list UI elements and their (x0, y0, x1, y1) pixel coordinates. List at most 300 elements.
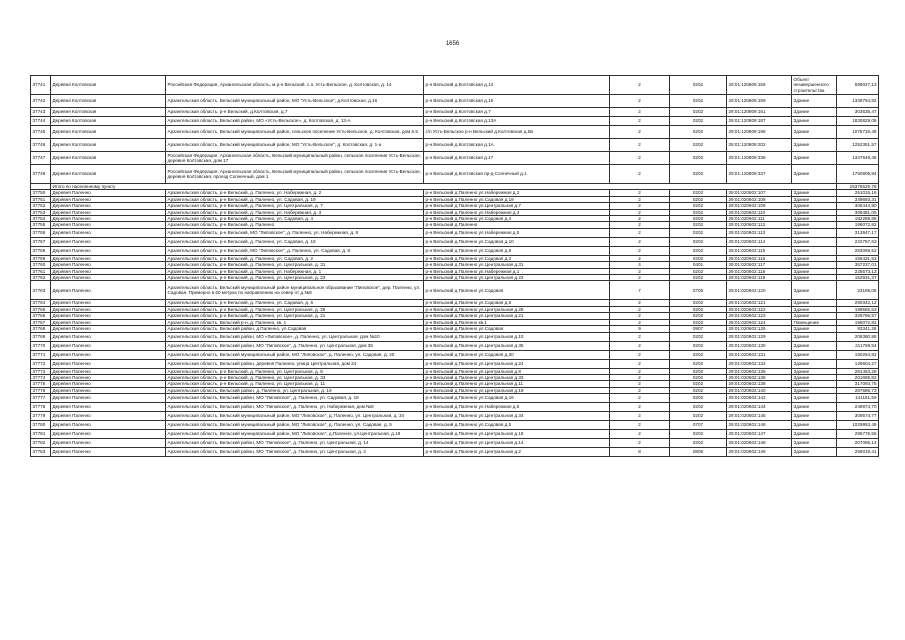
cell-code: 0202 (670, 268, 727, 274)
cell-number: 37769 (31, 332, 51, 341)
cell-address: Архангельская область, Вельский район, МО "Липовское", д. Паленно, ул. Центральная, д. 14 (166, 439, 424, 448)
cell-locality: Деревня Паленно (51, 403, 166, 412)
cell-sum: 290342,12 (837, 300, 879, 306)
cell-locality: Деревня Паленно (51, 196, 166, 202)
cell-number: 37762 (31, 275, 51, 281)
cell-cadastral: 29:01:020602:147 (727, 430, 792, 439)
cell-type: Здание (792, 368, 837, 374)
cell-locality: Деревня Паленно (51, 421, 166, 430)
cell-number: 37746 (31, 139, 51, 152)
cell-locality: Деревня Колтовская (51, 117, 166, 126)
cell-short-address: р-н Вельский д.Паленно ул.Набережная д.1 (424, 268, 610, 274)
cell-number: 37747 (31, 152, 51, 165)
cell-code: 0202 (670, 152, 727, 165)
cell-count: 2 (610, 209, 670, 215)
cell-sum: 201685,82 (837, 374, 879, 380)
cell-short-address: р-н Вельский д.Паленно ул.Садовая д.6 (424, 300, 610, 306)
cell-number: 37783 (31, 448, 51, 457)
cell-locality: Деревня Паленно (51, 300, 166, 306)
cell-locality: Деревня Паленно (51, 262, 166, 268)
table-row (31, 152, 879, 165)
cell-count: 2 (610, 222, 670, 228)
cell-code: 0202 (670, 196, 727, 202)
cell-sum: 141161,59 (837, 394, 879, 403)
cell-cadastral: 29:01:020602:121 (727, 300, 792, 306)
cell-number: 37773 (31, 368, 51, 374)
table-row (31, 139, 879, 152)
cell-cadastral: 29:01:020602:132 (727, 359, 792, 368)
cell-locality: Деревня Паленно (51, 394, 166, 403)
cell-address: Российская Федерация, Архангельская область, м.р-н Вельский, с.п. Усть-Вельское, д. Колтовская, д. 14 (166, 76, 424, 95)
cell-code: 0202 (670, 76, 727, 95)
cell-type: Здание (792, 430, 837, 439)
cell-code: 0401 (670, 262, 727, 268)
cell-number: 37760 (31, 262, 51, 268)
cell-number: 37742 (31, 95, 51, 108)
cell-code: 0202 (670, 368, 727, 374)
cell-cadastral: 29:01:020602:135 (727, 368, 792, 374)
cell-count: 2 (610, 430, 670, 439)
cell-locality: Деревня Паленно (51, 216, 166, 222)
cell-address: Архангельская область, Вельский муниципальный район, МО "Липовское", д. Паленно, ул. Центральная, д. 34 (166, 412, 424, 421)
cell-type: Здание (792, 439, 837, 448)
cell-code: 0202 (670, 300, 727, 306)
cell-count: 2 (610, 246, 670, 255)
cell-sum: 313947,17 (837, 228, 879, 237)
cell-code: 0707 (670, 421, 727, 430)
cell-count: 2 (610, 368, 670, 374)
cell-locality: Деревня Паленно (51, 268, 166, 274)
cell-type: Здание (792, 196, 837, 202)
cell-locality: Деревня Паленно (51, 368, 166, 374)
cell-cadastral: 29:01:020602:144 (727, 403, 792, 412)
cell-short-address: р-н Вельский д.Колтовская пр-д Солнечный д.1 (424, 165, 610, 184)
cell-code: 0705 (670, 281, 727, 300)
cell-address: Архангельская область, р-н Вельский, д. Паленно, ул. Центральная, д. 33 (166, 374, 424, 380)
cell-sum: 295776,56 (837, 430, 879, 439)
cell-type: Здание (792, 421, 837, 430)
cell-address: Архангельская область, р-н Вельский, д. Паленно, ул. Центральная, д. 31 (166, 262, 424, 268)
cell-count: 2 (610, 341, 670, 350)
cell-type: Здание (792, 313, 837, 319)
cell-sum: 211769,54 (837, 341, 879, 350)
cell-sum: 1029953,49 (837, 421, 879, 430)
cell-address: Архангельская область, р-н Вельский, д. Паленно, ул. Центральная, д. 23 (166, 275, 424, 281)
cell-cadastral: 29:01:020602:113 (727, 228, 792, 237)
cell-address: Архангельская область, Вельский район, МО "Липовское", д. Паленно, ул. Набережная, дом №8 (166, 403, 424, 412)
cell-address: Архангельская область, р-н Вельский, д. Паленно, ул. Набережная, д. 1 (166, 268, 424, 274)
cell-type: Здание (792, 255, 837, 261)
cell-cadastral: 29:01:020602:120 (727, 281, 792, 300)
cell-address: Архангельская область, р-н Вельский, д. Паленно, ул. Садовая, д. 6 (166, 300, 424, 306)
cell-code: 0202 (670, 126, 727, 139)
cell-cadastral: 29:01:020602:145 (727, 412, 792, 421)
cell-locality: Деревня Паленно (51, 448, 166, 457)
table-row (31, 332, 879, 341)
cell-address: Архангельская область, р-н Вельский, д. Паленно, ул. Центральная, д. 11 (166, 381, 424, 387)
cell-address: Архангельская область, Вельский р-н, д. Паленно, кв. 1 (166, 319, 424, 325)
cell-locality: Деревня Паленно (51, 209, 166, 215)
cell-number: 37763 (31, 281, 51, 300)
cell-type: Здание (792, 246, 837, 255)
registry-rows (31, 76, 879, 457)
cell-sum: 225573,13 (837, 268, 879, 274)
table-row (31, 403, 879, 412)
cell-sum: 1347649,46 (837, 152, 879, 165)
table-row (31, 246, 879, 255)
cell-locality: Деревня Паленно (51, 306, 166, 312)
cell-code: 0202 (670, 403, 727, 412)
cell-number: 37774 (31, 374, 51, 380)
cell-code: 0202 (670, 394, 727, 403)
cell-address: Архангельская область, р-н Вельский, д. Паленно, ул. Набережная, д. 2 (166, 190, 424, 196)
cell-number: 37743 (31, 108, 51, 117)
cell-short-address: р-н Вельский д.Паленно ул.Центральная д.11 (424, 381, 610, 387)
cell-sum: 207085,14 (837, 439, 879, 448)
cell-count: 2 (610, 439, 670, 448)
cell-count: 2 (610, 108, 670, 117)
cell-short-address: р-н Вельский д.Колтовская д.16 (424, 95, 610, 108)
cell-address: Архангельская область, р-н Вельский, д. Паленно, ул. Центральная, д. 28 (166, 306, 424, 312)
cell-number: 37751 (31, 196, 51, 202)
cell-type: Здание (792, 228, 837, 237)
cell-code: 0202 (670, 319, 727, 325)
cell-number: 37781 (31, 430, 51, 439)
table-row (31, 394, 879, 403)
cell-address: Российская Федерация, Архангельская область, Вельский муниципальный район, сельское поселение Усть-Вельское, деревня Колтовская, проезд Солнечный, дом 1 (166, 165, 424, 184)
cell-number: 37779 (31, 412, 51, 421)
table-row (31, 237, 879, 246)
total-label: Итого по населенному пункту (51, 184, 837, 190)
cell-type: Здание (792, 326, 837, 332)
cell-count: 2 (610, 350, 670, 359)
cell-address: Архангельская область, р-н Вельский, д. Паленно, ул. Садовая, д. 10 (166, 237, 424, 246)
cell-type: Здание (792, 190, 837, 196)
cell-code: 0202 (670, 255, 727, 261)
cell-locality: Деревня Колтовская (51, 76, 166, 95)
cell-type: Здание (792, 139, 837, 152)
cell-count: 2 (610, 332, 670, 341)
cell-code: 0202 (670, 228, 727, 237)
cell-short-address: р-н Вельский д.Колтовская д.17 (424, 152, 610, 165)
cell-count: 2 (610, 76, 670, 95)
cell-code: 0202 (670, 139, 727, 152)
cell-short-address: р-н Вельский д.Паленно ул.Набережная д.2 (424, 190, 610, 196)
cell-address: Архангельская область, Вельский район, МО "Липовское", д. Паленно, ул. Центральная, дом 35 (166, 341, 424, 350)
cell-cadastral: 29:01:020602:109 (727, 203, 792, 209)
cell-locality: Деревня Паленно (51, 281, 166, 300)
cell-type: Здание (792, 306, 837, 312)
cell-sum: 599027,13 (837, 76, 879, 95)
cell-code: 0805 (670, 448, 727, 457)
cell-number: 37766 (31, 313, 51, 319)
cell-sum: 251015,16 (837, 190, 879, 196)
cell-address: Архангельская область, р-н Вельский, МО "Липовское", д. Паленно, ул. Набережная, д. 5 (166, 228, 424, 237)
cell-cadastral: 29:01:120809:187 (727, 117, 792, 126)
cell-locality: Деревня Колтовская (51, 126, 166, 139)
cell-cadastral: 29:01:020602:111 (727, 216, 792, 222)
cell-sum: 196072,82 (837, 319, 879, 325)
cell-cadastral: 29:01:020602:115 (727, 246, 792, 255)
cell-address: Архангельская область, Вельский район, МО "Липовское", д. Паленно, ул. Центральная, д. 2 (166, 448, 424, 457)
cell-sum: 182268,88 (837, 216, 879, 222)
cell-cadastral: 29:01:120809:196 (727, 126, 792, 139)
cell-sum: 1830829,09 (837, 117, 879, 126)
cell-type: Здание (792, 126, 837, 139)
cell-number: 37748 (31, 165, 51, 184)
cell-cadastral: 29:01:120809:337 (727, 165, 792, 184)
cell-locality: Деревня Паленно (51, 412, 166, 421)
cell-short-address: р-н Вельский д.Паленно ул.Садовая (424, 326, 610, 332)
table-row (31, 341, 879, 350)
cell-locality: Деревня Паленно (51, 313, 166, 319)
cell-type: Здание (792, 216, 837, 222)
cell-sum: 287686,73 (837, 387, 879, 393)
cell-sum: 256019,41 (837, 448, 879, 457)
cell-code: 0202 (670, 246, 727, 255)
cell-number: 37756 (31, 228, 51, 237)
cell-short-address: р-н Вельский д.Колтовская д.7 (424, 108, 610, 117)
cell-cadastral: 29:01:120809:336 (727, 152, 792, 165)
cell-count: 2 (610, 313, 670, 319)
cell-count: 2 (610, 216, 670, 222)
cell-short-address: р-н Вельский д.Паленно ул.Центральная д.10 (424, 332, 610, 341)
cell-type: Здание (792, 95, 837, 108)
cell-locality: Деревня Паленно (51, 359, 166, 368)
cell-address: Архангельская область, Вельский муниципальный район, МО "Усть-Вельское", д.Колтовская, д.16 (166, 95, 424, 108)
cell-cadastral: 29:01:020602:148 (727, 439, 792, 448)
cell-cadastral: 29:01:020602:114 (727, 237, 792, 246)
cell-locality: Деревня Паленно (51, 350, 166, 359)
cell-cadastral: 29:01:020602:129 (727, 332, 792, 341)
cell-sum: 309574,77 (837, 412, 879, 421)
cell-cadastral: 29:01:020602:107 (727, 190, 792, 196)
table-row (31, 430, 879, 439)
cell-code: 0202 (670, 332, 727, 341)
cell-cadastral: 29:01:020602:110 (727, 209, 792, 215)
cell-sum: 196072,82 (837, 222, 879, 228)
cell-sum: 208380,88 (837, 332, 879, 341)
cell-count: 4 (610, 262, 670, 268)
cell-type: Здание (792, 412, 837, 421)
cell-count: 2 (610, 300, 670, 306)
cell-short-address: р-н Вельский д.Паленно ул.Центральная д.7 (424, 203, 610, 209)
cell-address: Архангельская область, р-н Вельский, д. Паленно, ул. Садовая, д. 2 (166, 255, 424, 261)
cell-locality: Деревня Паленно (51, 228, 166, 237)
cell-type: Здание (792, 117, 837, 126)
cell-short-address: р-н Вельский д.Паленно ул.Садовая д.5 (424, 421, 610, 430)
cell-short-address: р-н Вельский д.Паленно ул.Центральная д.2 (424, 448, 610, 457)
cell-address: Архангельская область, Вельский муниципальный район, сельское поселение Усть-Вельское, д. Колтовская, дом 5.5 (166, 126, 424, 139)
cell-address: Архангельская область, р-н Вельский, д. Паленно, ул. Центральная, д. 8 (166, 368, 424, 374)
cell-type: Здание (792, 448, 837, 457)
cell-number: 37771 (31, 350, 51, 359)
table-row (31, 108, 879, 117)
cell-type: Здание (792, 341, 837, 350)
cell-code: 0202 (670, 374, 727, 380)
cell-locality: Деревня Паленно (51, 255, 166, 261)
cell-short-address: р-н Вельский д.Паленно ул.Набережная д.3 (424, 209, 610, 215)
cell-code: 0202 (670, 350, 727, 359)
cell-code: 0202 (670, 359, 727, 368)
cell-number: 37768 (31, 326, 51, 332)
cell-short-address: р-н Вельский д.Паленно ул.Центральная д.19 (424, 387, 610, 393)
cell-number: 37770 (31, 341, 51, 350)
cell-number: 37777 (31, 394, 51, 403)
cell-number: 37761 (31, 268, 51, 274)
table-row (31, 76, 879, 95)
cell-short-address: р-н Вельский д.Паленно ул.Центральная д.14 (424, 439, 610, 448)
registry-table (30, 75, 879, 457)
cell-cadastral: 29:01:020602:140 (727, 387, 792, 393)
cell-short-address: р-н Вельский д.Паленно ул.Центральная д.28 (424, 306, 610, 312)
cell-code: 0202 (670, 341, 727, 350)
cell-address: Архангельская область, Вельский район, МО «Усть-Вельское», д. Колтовская, д. 13-А (166, 117, 424, 126)
cell-locality: Деревня Паленно (51, 222, 166, 228)
cell-locality: Деревня Колтовская (51, 152, 166, 165)
cell-short-address: р-н Вельский д.Паленно ул.Садовая д.19 (424, 196, 610, 202)
table-row (31, 350, 879, 359)
cell-sum: 156431,53 (837, 255, 879, 261)
cell-sum: 83341,26 (837, 326, 879, 332)
cell-short-address: р-н Вельский д.Паленно ул.Центральная д.21 (424, 313, 610, 319)
cell-short-address: р-н Вельский д.Паленно ул.Центральная д.34 (424, 412, 610, 421)
cell-number: 37780 (31, 421, 51, 430)
cell-count: 2 (610, 275, 670, 281)
cell-address: Архангельская область, р-н Вельский, д. Паленно (166, 222, 424, 228)
cell-type: Здание (792, 108, 837, 117)
cell-number: 37745 (31, 126, 51, 139)
cell-cadastral: 29:01:020602:142 (727, 394, 792, 403)
table-row (31, 126, 879, 139)
cell-locality: Деревня Паленно (51, 374, 166, 380)
cell-type: Здание (792, 374, 837, 380)
cell-type: Объект незавершенного строительства (792, 76, 837, 95)
cell-sum: 15376525,78 (837, 184, 879, 190)
cell-code: 0202 (670, 108, 727, 117)
cell-short-address: р-н Вельский д.Паленно кв.1 (424, 319, 610, 325)
cell-short-address: р-н Вельский д.Паленно ул.Садовая д.20 (424, 350, 610, 359)
cell-address: Архангельская область, р-н Вельский, д. Паленно, ул. Садовая, д. 19 (166, 196, 424, 202)
page-number: 1656 (445, 41, 460, 47)
cell-code: 0202 (670, 275, 727, 281)
cell-sum: 1252351,57 (837, 139, 879, 152)
cell-locality: Деревня Паленно (51, 332, 166, 341)
cell-number: 37755 (31, 222, 51, 228)
cell-short-address: с/п Усть-Вельское р-н Вельский д.Колтовская д.5Б (424, 126, 610, 139)
cell-cadastral: 29:01:020602:108 (727, 196, 792, 202)
cell-count: 2 (610, 359, 670, 368)
cell-sum: 1075716,49 (837, 126, 879, 139)
cell-locality: Деревня Паленно (51, 237, 166, 246)
cell-locality: Деревня Паленно (51, 246, 166, 255)
cell-code: 0202 (670, 237, 727, 246)
table-row (31, 448, 879, 457)
cell-address: Архангельская область, Вельский муниципальный район, МО "Усть-Вельское", д. Колтовская, д. 1-а (166, 139, 424, 152)
cell-sum: 303635,47 (837, 108, 879, 117)
cell-cadastral: 29:01:120809:161 (727, 108, 792, 117)
cell-count: 2 (610, 139, 670, 152)
cell-code: 0202 (670, 430, 727, 439)
cell-code: 0202 (670, 165, 727, 184)
cell-count: 2 (610, 403, 670, 412)
cell-code: 0202 (670, 203, 727, 209)
cell-short-address: р-н Вельский д.Колтовская д.13А (424, 117, 610, 126)
cell-type: Здание (792, 300, 837, 306)
cell-type: Здание (792, 237, 837, 246)
cell-sum: 150254,82 (837, 350, 879, 359)
cell-cadastral: 29:01:020602:149 (727, 448, 792, 457)
cell-type: Здание (792, 359, 837, 368)
cell-code: 0202 (670, 216, 727, 222)
cell-type: Помещение (792, 319, 837, 325)
cell-locality: Деревня Колтовская (51, 95, 166, 108)
cell-locality: Деревня Паленно (51, 430, 166, 439)
cell-count: 2 (610, 95, 670, 108)
cell-locality: Деревня Колтовская (51, 165, 166, 184)
cell-count: 2 (610, 268, 670, 274)
cell-count: 9 (610, 326, 670, 332)
cell-short-address: р-н Вельский д.Паленно ул.Садовая (424, 281, 610, 300)
cell-short-address: р-н Вельский д.Паленно ул.Центральная д.18 (424, 430, 610, 439)
cell-cadastral: 29:01:020602:117 (727, 262, 792, 268)
cell-address: Архангельская область, Вельский муниципальный район муниципальное образование "Липовское", дер. Паленно, ул. Садовая. Примерно в 60 метрах по направлению на север от д.№5 (166, 281, 424, 300)
cell-locality: Деревня Колтовская (51, 139, 166, 152)
cell-locality: Деревня Паленно (51, 439, 166, 448)
cell-sum: 281453,28 (837, 368, 879, 374)
cell-code: 0907 (670, 326, 727, 332)
cell-cadastral: 29:01:020602:136 (727, 374, 792, 380)
cell-count: 2 (610, 117, 670, 126)
table-row (31, 281, 879, 300)
cell-number: 37753 (31, 209, 51, 215)
cell-locality: Деревня Паленно (51, 387, 166, 393)
cell-count: 2 (610, 165, 670, 184)
cell-sum: 198565,53 (837, 306, 879, 312)
cell-sum: 1750809,84 (837, 165, 879, 184)
cell-cadastral: 29:01:020602:126 (727, 326, 792, 332)
table-row (31, 439, 879, 448)
cell-cadastral: 29:01:020602:130 (727, 341, 792, 350)
cell-cadastral: 29:01:020602:122 (727, 306, 792, 312)
cell-number: 37741 (31, 76, 51, 95)
cell-cadastral: 29:01:020602:112 (727, 222, 792, 228)
cell-sum: 317093,75 (837, 381, 879, 387)
cell-number: 37754 (31, 216, 51, 222)
cell-locality: Деревня Паленно (51, 275, 166, 281)
cell-count: 2 (610, 190, 670, 196)
cell-count: 7 (610, 281, 670, 300)
cell-cadastral: 29:01:020602:123 (727, 313, 792, 319)
cell-type: Здание (792, 165, 837, 184)
cell-type: Здание (792, 268, 837, 274)
cell-type: Здание (792, 350, 837, 359)
cell-short-address: р-н Вельский д.Паленно ул.Садовая д.10 (424, 237, 610, 246)
cell-short-address: р-н Вельский д.Паленно ул.Набережная д.5 (424, 228, 610, 237)
cell-address: Архангельская область, Вельский район, д. Паленно, ул. Центральная, д. 19 (166, 387, 424, 393)
cell-count: 2 (610, 203, 670, 209)
cell-short-address: р-н Вельский д.Паленно ул.Набережная д.8 (424, 403, 610, 412)
cell-address: Архангельская область, Вельский район, д.Паленно, ул.Садовая (166, 326, 424, 332)
cell-type: Здание (792, 403, 837, 412)
cell-count: 2 (610, 374, 670, 380)
cell-code: 0202 (670, 306, 727, 312)
cell-address: Российская Федерация, Архангельская область, Вельский муниципальный район, сельское поселение Усть-Вельское, деревня Колтовская, дом 17 (166, 152, 424, 165)
cell-address: Архангельская область, Вельский район, МО «Липовское», д. Паленно, ул. Центральная, дом №10 (166, 332, 424, 341)
cell-cadastral: 29:01:020602:131 (727, 350, 792, 359)
cell-locality: Деревня Паленно (51, 326, 166, 332)
cell-count: 2 (610, 255, 670, 261)
